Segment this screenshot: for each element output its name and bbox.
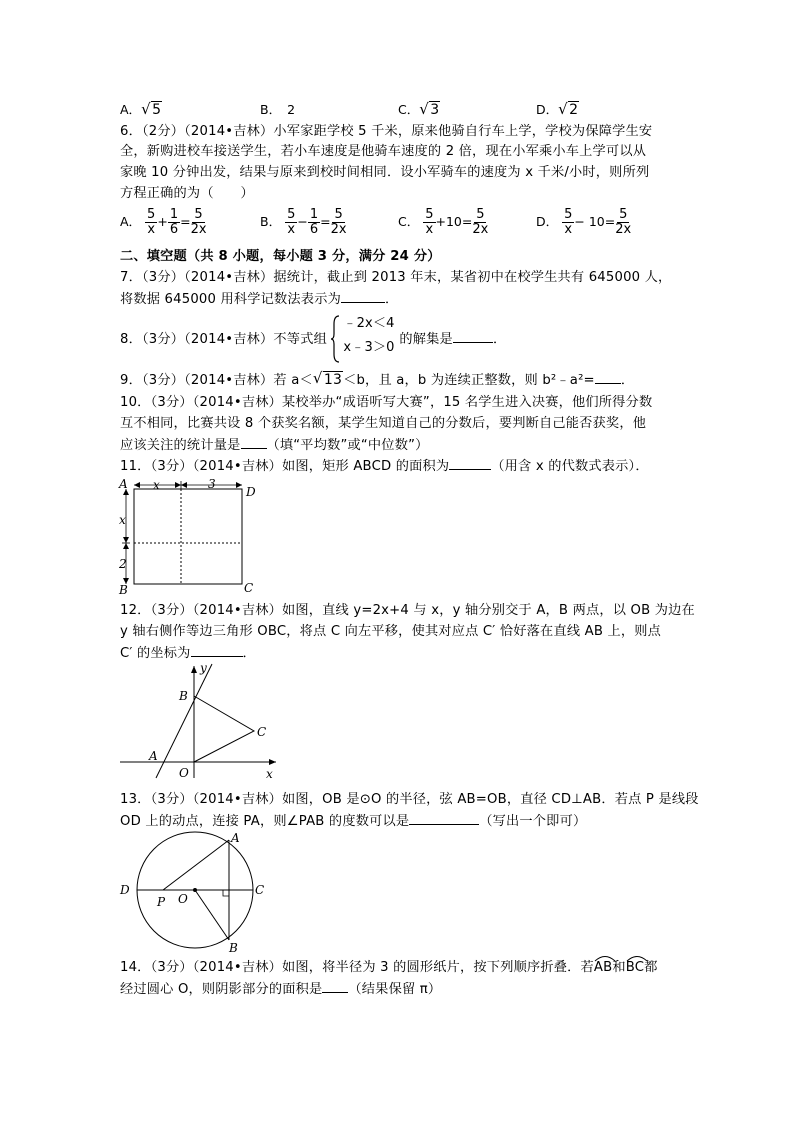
- q8-answer-blank[interactable]: [453, 329, 493, 343]
- q8-system-row-1: ﹣2x＜4: [343, 316, 395, 331]
- fig11-label-d: D: [246, 485, 256, 499]
- q5-option-b: B． 2: [260, 102, 296, 117]
- q12-line-1: 12．（3分）（2014•吉林）如图，直线 y=2x+4 与 x，y 轴分别交于 A，B 两点，以 OB 为边在: [120, 603, 695, 618]
- q13-line-2: OD 上的动点，连接 PA，则∠PAB 的度数可以是 （写出一个即可）: [120, 811, 586, 832]
- fig13-label-o: O: [178, 892, 188, 906]
- q5-option-d: D． √ 2: [536, 100, 579, 118]
- fig13-label-b: B: [229, 941, 238, 952]
- circle-figure: [116, 830, 276, 952]
- q12-line-3: C′ 的坐标为 ．: [120, 643, 256, 664]
- q14-line-1: 14．（3分）（2014•吉林）如图，将半径为 3 的圆形纸片，按下列顺序折叠．若 AB和 BC都: [120, 958, 658, 978]
- q6-option-c: C． $\frac{5}{x}$ +10= $\frac{5}{2x}$: [398, 207, 489, 237]
- q11-text: 11．（3分）（2014•吉林）如图，矩形 ABCD 的面积为 （用含 x 的代数式表示）．: [120, 456, 649, 477]
- fig13-label-d: D: [120, 883, 130, 897]
- q9-text: 9．（3分）（2014•吉林）若 a＜ √ 13＜b，且 a，b 为连续正整数，则 b²﹣a²= ．: [120, 369, 635, 388]
- q10-line-3: 应该关注的统计量是 （填“平均数”或“中位数”）: [120, 435, 429, 456]
- section-2-heading: 二、填空题（共 8 小题，每小题 3 分，满分 24 分）: [120, 249, 441, 264]
- arc-ab: AB: [594, 958, 612, 978]
- fig11-label-c: C: [244, 581, 254, 595]
- fig11-label-x-left: x: [119, 513, 126, 527]
- q6-option-d: D． $\frac{5}{x}$ − 10= $\frac{5}{2x}$: [536, 207, 632, 237]
- fig13-label-p: P: [157, 895, 166, 909]
- q12-line-2: y 轴右侧作等边三角形 OBC，将点 C 向左平移，使其对应点 C′ 恰好落在直线 AB 上，则点: [120, 624, 662, 639]
- fig11-label-2: 2: [119, 557, 127, 571]
- rectangle-figure: [116, 476, 266, 596]
- q6-line-2: 全，新购进校车接送学生，若小车速度是他骑车速度的 2 倍，现在小军乘小车上学可以从: [120, 144, 647, 159]
- q6-line-3: 家晚 10 分钟出发，结果与原来到校时间相同．设小军骑车的速度为 x 千米/小时，则所列: [120, 165, 650, 180]
- brace-icon: [331, 314, 341, 364]
- q10-line-2: 互不相同，比赛共设 8 个获奖名额，某学生知道自己的分数后，要判断自己能否获奖，他: [120, 416, 647, 431]
- q8-text: 8．（3分）（2014•吉林）不等式组 ﹣2x＜4 x﹣3＞0 的解集是 ．: [120, 329, 506, 350]
- q13-answer-blank[interactable]: [409, 811, 479, 825]
- fig11-label-a: A: [119, 477, 128, 491]
- q6-line-4: 方程正确的为（ ）: [120, 186, 254, 201]
- q14-answer-blank[interactable]: [322, 979, 348, 993]
- fig13-label-c: C: [255, 883, 265, 897]
- fig12-label-c: C: [257, 725, 267, 739]
- q10-line-1: 10．（3分）（2014•吉林）某校举办“成语听写大赛”，15 名学生进入决赛，他们所得分数: [120, 395, 653, 410]
- fig12-label-a: A: [149, 749, 158, 763]
- q6-option-b: B． $\frac{5}{x}$ − $\frac{1}{6}$ = $\frac{5}{2x}$: [260, 207, 347, 237]
- q10-answer-blank[interactable]: [241, 435, 267, 449]
- q14-line-2: 经过圆心 O，则阴影部分的面积是 （结果保留 π）: [120, 979, 441, 1000]
- fig11-label-3: 3: [208, 477, 216, 491]
- q5-option-c: C． √ 3: [398, 100, 440, 118]
- q7-line-1: 7．（3分）（2014•吉林）据统计，截止到 2013 年末，某省初中在校学生共有 645000 人，: [120, 270, 672, 285]
- fig12-label-b: B: [179, 689, 188, 703]
- fig12-label-y: y: [200, 661, 207, 675]
- q11-answer-blank[interactable]: [449, 456, 491, 470]
- fig12-label-x: x: [266, 767, 273, 781]
- q9-answer-blank[interactable]: [595, 370, 621, 384]
- q8-system-row-2: x﹣3＞0: [343, 340, 395, 355]
- q6-option-a: A． $\frac{5}{x}$ + $\frac{1}{6}$ = $\frac{5}{2x}$: [120, 207, 207, 237]
- fig13-label-a: A: [231, 831, 240, 845]
- q7-line-2: 将数据 645000 用科学记数法表示为 ．: [120, 289, 398, 310]
- fig11-label-x-top: x: [153, 478, 160, 492]
- arc-bc: BC: [626, 958, 644, 978]
- q5-option-a: A． √ 5: [120, 100, 161, 118]
- q13-line-1: 13．（3分）（2014•吉林）如图，OB 是⊙O 的半径，弦 AB=OB，直径 CD⊥AB．若点 P 是线段: [120, 792, 699, 807]
- fig12-label-o: O: [179, 766, 189, 780]
- q7-answer-blank[interactable]: [341, 289, 385, 303]
- fig11-label-b: B: [119, 583, 128, 596]
- line-triangle-figure: [116, 660, 286, 782]
- q6-line-1: 6．（2分）（2014•吉林）小军家距学校 5 千米，原来他骑自行车上学，学校为保障学生安: [120, 124, 653, 139]
- q12-answer-blank[interactable]: [191, 643, 243, 657]
